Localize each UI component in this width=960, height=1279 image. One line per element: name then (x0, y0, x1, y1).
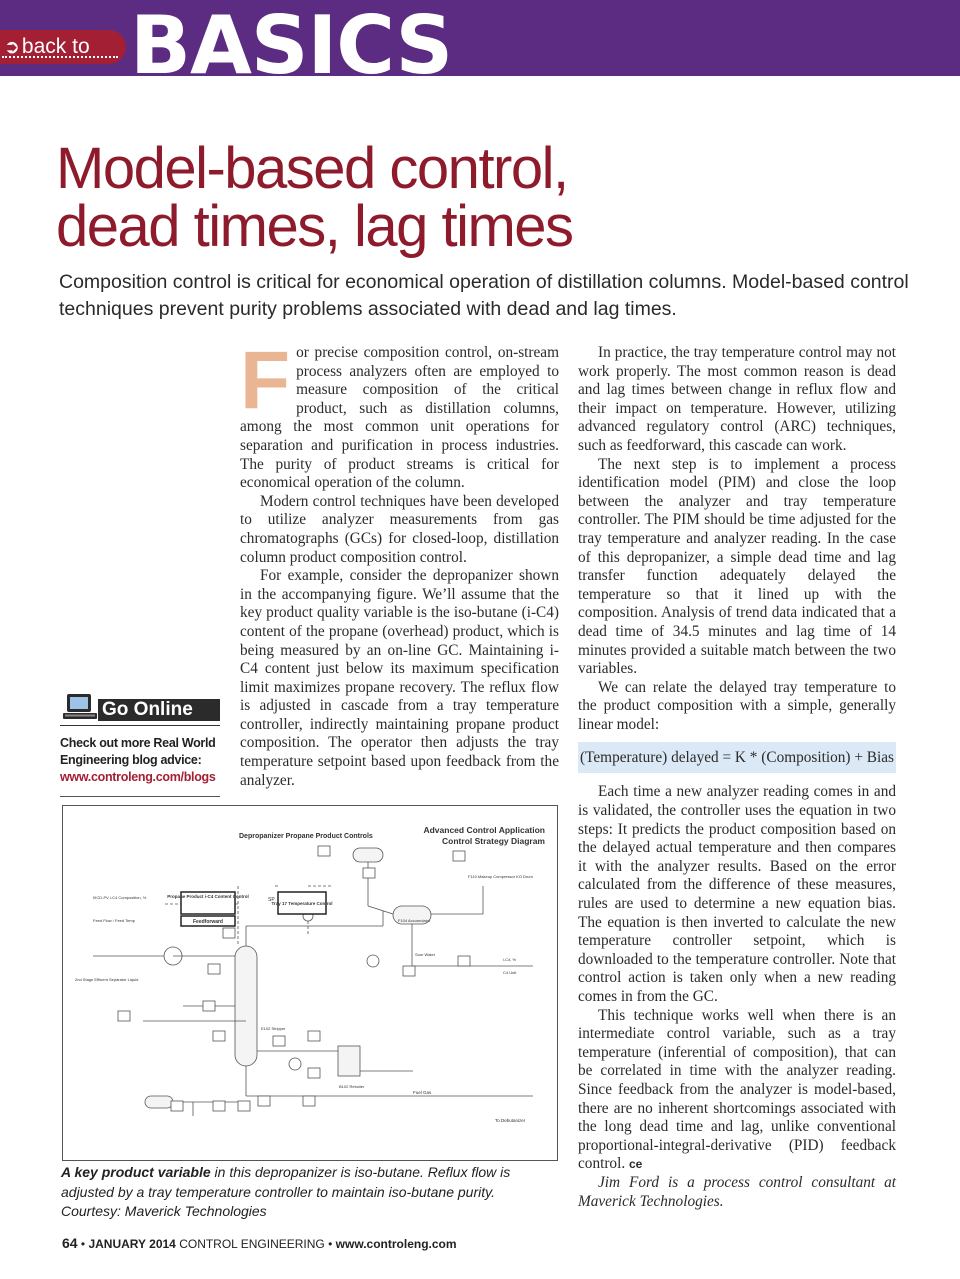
diagram-box-temperature: Tray 17 Temperature Control (271, 901, 333, 906)
diagram-label-analyzer-input: IIICD-PV i-C4 Composition, % (93, 895, 147, 900)
go-online-bottom-rule (60, 796, 220, 797)
diagram-title: Depropanizer Propane Product Controls (239, 833, 373, 840)
paragraph-8-text: This technique works well when there is an intermediate control variable, such as a tray temperature (inferential of composition), that can be correlated in time with the analyzer reading. Since feedback from the analyzer is model-based, there are no inherent shortcomings associated with the long dead time and lag, unlike conventional proportional-integral-derivative (PID) feedback control. (578, 1006, 896, 1173)
diagram-label-sp: SP (268, 897, 275, 903)
diagram-box-composition: Propane Product i-C4 Content Control (167, 894, 249, 899)
footer-issue: JANUARY 2014 (88, 1237, 176, 1251)
article-column-right (578, 344, 896, 1211)
go-online-rule (60, 725, 220, 726)
page-footer (62, 1236, 457, 1251)
figure-caption (61, 1163, 561, 1222)
diagram-app-title-2: Control Strategy Diagram (442, 836, 545, 846)
caption-text: in this depropanizer is iso-butane. Reflux flow is adjusted by a tray temperature controller to maintain iso-butane purity. (61, 1164, 511, 1200)
paragraph-8 (578, 1007, 896, 1174)
go-online-description: Check out more Real World Engineering blog advice: (60, 736, 216, 767)
caption-credit: Courtesy: Maverick Technologies (61, 1203, 267, 1219)
equation-box: (Temperature) delayed = K * (Composition) + Bias (578, 742, 896, 773)
go-online-text (60, 735, 220, 786)
diagram-label-feed: Feed Flow / Feed Temp (93, 918, 135, 923)
paragraph-1 (240, 335, 559, 493)
blogs-link[interactable]: www.controleng.com/blogs (60, 770, 216, 784)
computer-icon (62, 693, 100, 723)
diagram-label-makeup: F110 Makeup Compressor KO Drum (468, 874, 533, 879)
diagram-box-feedforward: Feedforward (192, 919, 224, 925)
diagram-label-ic4: i-C4, % (503, 957, 517, 962)
diagram-label-stage-liquid: 2nd Stage Effluent Separator Liquid (75, 977, 139, 982)
control-strategy-diagram (63, 806, 556, 1159)
paragraph-4: In practice, the tray temperature control may not work properly. The most common reason is dead and lag times between change in reflux flow and their impact on temperature. However, utilizing advanced regulatory control (ARC) techniques, such as feedforward, this cascade can work. (578, 344, 896, 454)
paragraph-6: We can relate the delayed tray temperature to the product composition with a simple, generally linear model: (578, 678, 896, 733)
paragraph-3: For example, consider the depropanizer shown in the accompanying figure. We’ll assume that the key product quality variable is the iso-butane (i-C4) content of the propane (overhead) product, which is being measured by an on-line GC. Maintaining i-C4 content just below its maximum specification limit maximizes propane recovery. The reflux flow is adjusted in cascade from a tray temperature controller, indirectly maintaining propane product composition. The operator then adjusts the tray temperature setpoint based upon feedback from the analyzer. (240, 567, 559, 789)
back-button-label: back to (21, 35, 90, 58)
section-title: BASICS (130, 0, 453, 92)
diagram-label-accumulator: F104 Accumulator (398, 918, 431, 923)
diagram-label-reboiler: B102 Reboiler (339, 1084, 365, 1089)
control-strategy-figure (62, 805, 558, 1161)
diagram-app-title-1: Advanced Control Application (423, 825, 545, 835)
diagram-label-fuel-gas: Fuel Gas (413, 1090, 432, 1095)
end-mark: ce (628, 1157, 643, 1172)
article-title-line-2: dead times, lag times (56, 194, 573, 259)
go-online-label: Go Online (98, 699, 220, 721)
diagram-label-debutanizer: To Debutanizer (495, 1118, 526, 1123)
caption-lead: A key product variable (61, 1164, 211, 1180)
paragraph-1-text: or precise composition control, on-stream process analyzers often are employed to measure composition of the critical product, such as distillation columns, among the most common unit operations for separation and purification in process industries. The purity of product streams is critical for economical operation of the column. (240, 344, 559, 492)
footer-magazine: CONTROL ENGINEERING (179, 1237, 325, 1251)
back-button[interactable] (0, 30, 126, 64)
article-subhead: Composition control is critical for economical operation of distillation columns. Model-based control techniques prevent purity problems associated with dead and lag times. (59, 271, 909, 320)
drop-cap: F (240, 335, 291, 426)
diagram-label-column: E102 Stripper (261, 1026, 286, 1031)
article-column-middle (240, 335, 559, 790)
back-arrow-icon: ➲ (4, 37, 20, 58)
footer-bullet-icon: • (328, 1237, 336, 1251)
page-number: 64 (62, 1235, 78, 1251)
article-title (56, 136, 696, 259)
paragraph-5: The next step is to implement a process identification model (PIM) and close the loop between the analyzer and tray temperature controller. The PIM should be time adjusted for the tray temperature and analyzer reading. In the case of this depropanizer, a simple dead time and lag transfer function adequately delayed the temperature so that it lined up with the composition. Analysis of trend data indicated that a dead time of 34.5 minutes and lag time of 14 minutes provided a suitable match between the two variables. (578, 455, 896, 678)
footer-url[interactable]: www.controleng.com (335, 1237, 457, 1251)
diagram-label-sour-water: Sour Water (415, 952, 436, 957)
go-online-sidebar (60, 693, 220, 797)
article-title-line-1: Model-based control, (56, 136, 568, 201)
diagram-label-c4-unit: C4 Unit (503, 970, 517, 975)
footer-bullet-icon: • (80, 1237, 89, 1251)
paragraph-7: Each time a new analyzer reading comes in and is validated, the controller uses the equation in two steps: It predicts the product composition based on the delayed actual temperature and then compares it with the analyzer results. Based on the error calculated from the difference of these measures, rules are used to determine a new equation bias. The equation is then inverted to calculate the new temperature controller setpoint, which is downloaded to the temperature controller. Note that control action is taken only when a new reading comes in from the GC. (578, 783, 896, 1005)
paragraph-2: Modern control techniques have been developed to utilize analyzer measurements from gas chromatographs (GCs) for closed-loop, distillation column product composition control. (240, 492, 559, 566)
back-button-dotted-rule (2, 56, 118, 58)
author-byline: Jim Ford is a process control consultant at Maverick Technologies. (578, 1173, 896, 1210)
